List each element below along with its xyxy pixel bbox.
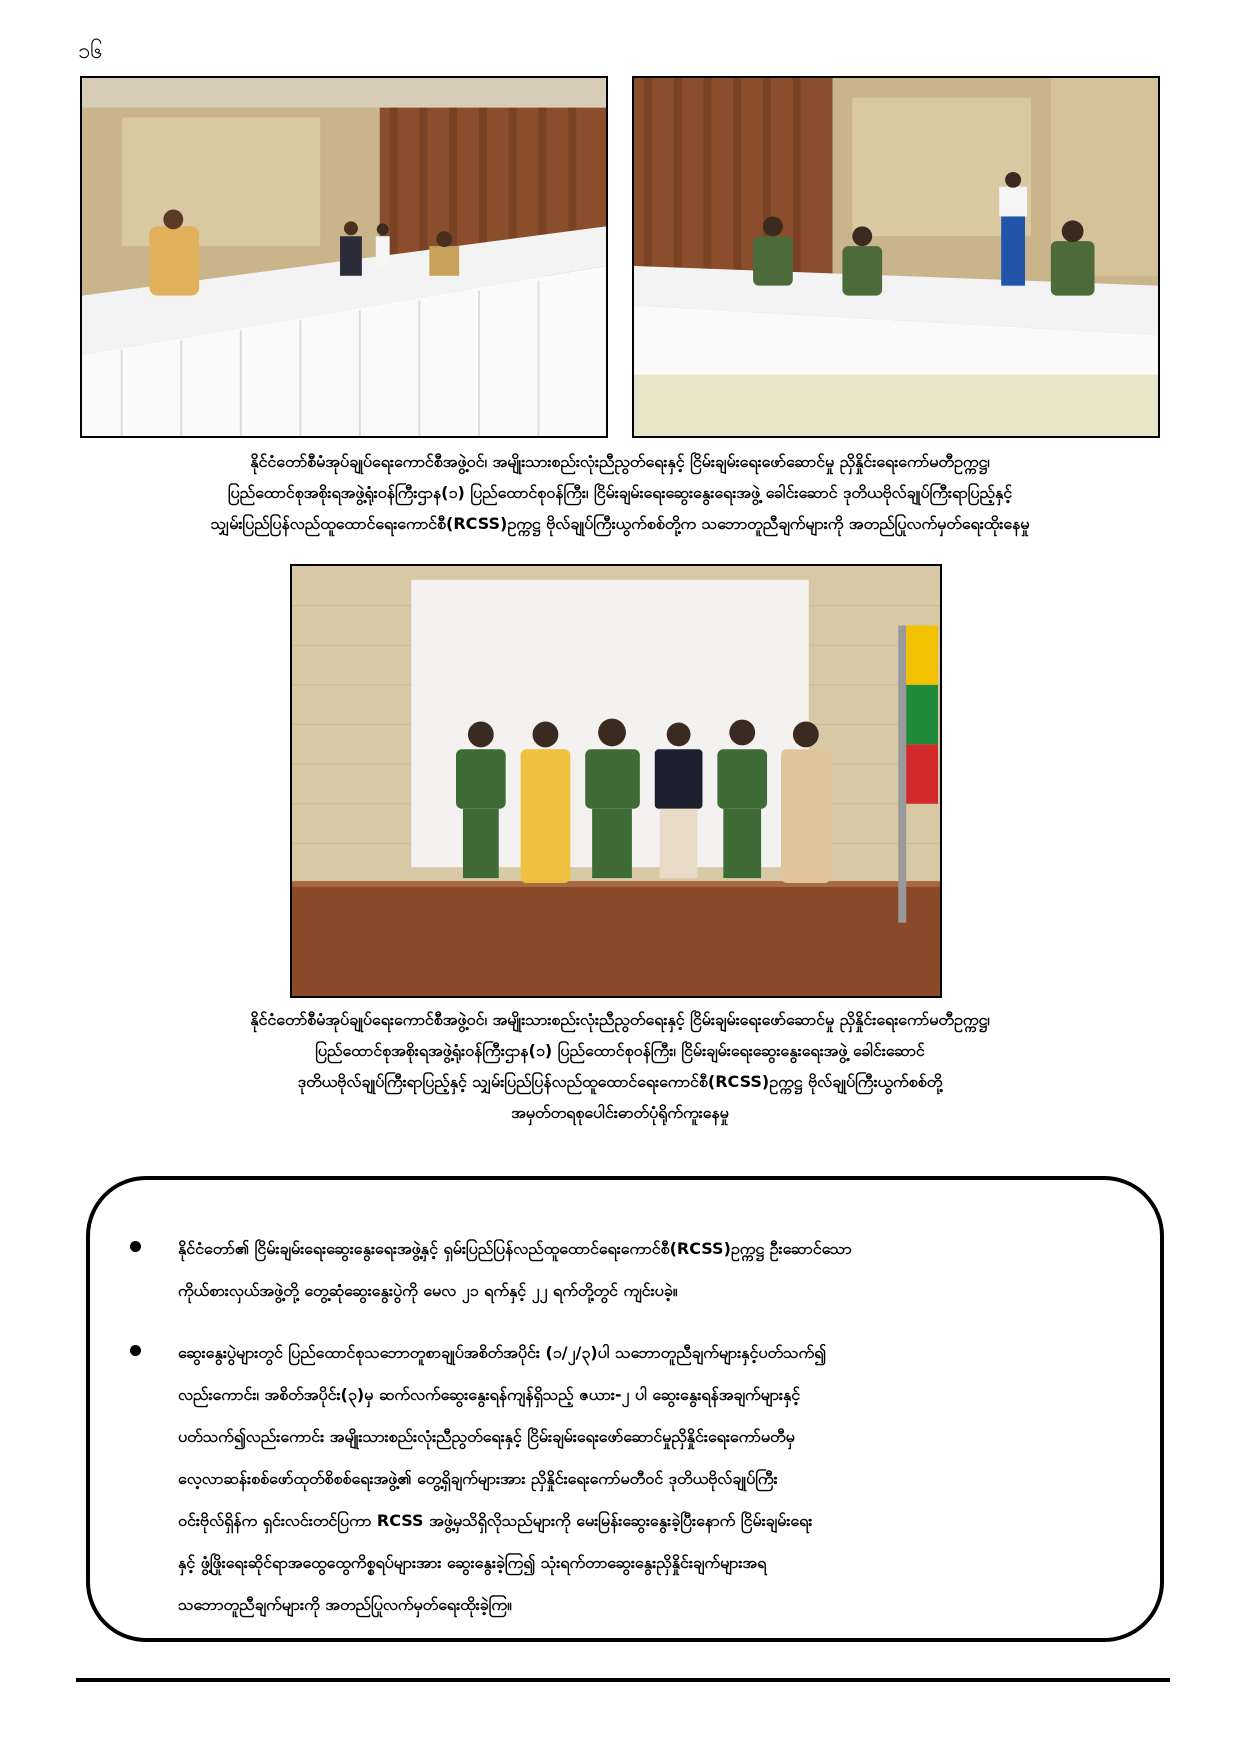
bullet-icon [130, 1345, 141, 1356]
bullet-text-line: ပတ်သက်၍လည်းကောင်း အမျိုးသားစည်းလုံးညီညွတ်ရေးနှင့် ငြိမ်းချမ်းရေးဖော်ဆောင်မှုညှိနှိုင်းရေးကော်မတီမှ [178, 1427, 795, 1446]
caption-line: သျှမ်းပြည်ပြန်လည်ထူထောင်ရေးကောင်စီ(RCSS)ဥက္ကဋ္ဌ ဗိုလ်ချုပ်ကြီးယွက်စစ်တို့က သဘောတူညီချက်များကို အတည်ပြုလက်မှတ်ရေးထိုးနေမှု [210, 514, 1030, 533]
page-number: ၁၆ [78, 39, 103, 64]
bullet-text-line: ဝင်းဗိုလ်ရှိန်က ရှင်းလင်းတင်ပြကာ RCSS အဖွဲ့မှသိရှိလိုသည်များကို မေးမြန်းဆွေးနွေးခဲ့ပြီးနောက် ငြိမ်းချမ်းရေး [178, 1511, 813, 1530]
bullet-text-line: ကိုယ်စားလှယ်အဖွဲ့တို့ တွေ့ဆုံဆွေးနွေးပွဲကို မေလ ၂၁ ရက်နှင့် ၂၂ ရက်တို့တွင် ကျင်းပခဲ့။ [178, 1281, 678, 1300]
caption-line: အမှတ်တရစုပေါင်းဓာတ်ပုံရိုက်ကူးနေမှု [511, 1103, 729, 1122]
caption-line: ဒုတိယဗိုလ်ချုပ်ကြီးရာပြည့်နှင့် သျှမ်းပြည်ပြန်လည်ထူထောင်ရေးကောင်စီ(RCSS)ဥက္ကဋ္ဌ ဗိုလ်ချုပ်ကြီးယွက်စစ်တို့ [297, 1072, 943, 1091]
bullet-text-line: နှင့် ဖွံ့ဖြိုးရေးဆိုင်ရာအထွေထွေကိစ္စရပ်များအား ဆွေးနွေးခဲ့ကြ၍ သုံးရက်တာဆွေးနွေးညှိနှိုင်းချက်များအရ [178, 1553, 767, 1572]
bullet-icon [130, 1241, 141, 1252]
bullet-text-line: လည်းကောင်း၊ အစိတ်အပိုင်း(၃)မှ ဆက်လက်ဆွေးနွေးရန်ကျန်ရှိသည့် ဇယား-၂ ပါ ဆွေးနွေးရန်အချက်များနှင့် [178, 1385, 801, 1404]
meeting-photo-right [632, 76, 1160, 438]
caption-line: ပြည်ထောင်စုအစိုးရအဖွဲ့ရုံးဝန်ကြီးဌာန(၁) ပြည်ထောင်စုဝန်ကြီး၊ ငြိမ်းချမ်းရေးဆွေးနွေးရေးအဖွဲ့ ခေါင်းဆောင် [315, 1041, 925, 1060]
bullet-text-line: နိုင်ငံတော်၏ ငြိမ်းချမ်းရေးဆွေးနွေးရေးအဖွဲ့နှင့် ရှမ်းပြည်ပြန်လည်ထူထောင်ရေးကောင်စီ(RCSS)ဥက္ကဋ္ဌ ဦးဆောင်သော [178, 1239, 852, 1258]
footer-rule [76, 1678, 1170, 1682]
top-photo-caption [80, 446, 1160, 539]
bottom-photo-caption [80, 1004, 1160, 1128]
caption-line: နိုင်ငံတော်စီမံအုပ်ချုပ်ရေးကောင်စီအဖွဲ့ဝင်၊ အမျိုးသားစည်းလုံးညီညွတ်ရေးနှင့် ငြိမ်းချမ်းရေးဖော်ဆောင်မှု ညှိနှိုင်းရေးကော်မတီဥက္ကဋ္ဌ၊ [250, 1010, 990, 1029]
bullet-text-line: လေ့လာဆန်းစစ်ဖော်ထုတ်စိစစ်ရေးအဖွဲ့၏ တွေ့ရှိချက်များအား ညှိနှိုင်းရေးကော်မတီဝင် ဒုတိယဗိုလ်ချုပ်ကြီး [178, 1469, 778, 1488]
caption-line: ပြည်ထောင်စုအစိုးရအဖွဲ့ရုံးဝန်ကြီးဌာန(၁) ပြည်ထောင်စုဝန်ကြီး၊ ငြိမ်းချမ်းရေးဆွေးနွေးရေးအဖွဲ့ ခေါင်းဆောင် ဒုတိယဗိုလ်ချုပ်ကြီးရာပြည့်နှင့် [227, 483, 1013, 502]
summary-bullet [130, 1228, 1120, 1312]
bullet-text-line: သဘောတူညီချက်များကို အတည်ပြုလက်မှတ်ရေးထိုးခဲ့ကြ။ [178, 1595, 512, 1614]
summary-bullet [130, 1332, 1120, 1626]
bullet-text-line: ဆွေးနွေးပွဲများတွင် ပြည်ထောင်စုသဘောတူစာချုပ်အစိတ်အပိုင်း (၁/၂/၃)ပါ သဘောတူညီချက်များနှင့်ပတ်သက်၍ [178, 1343, 827, 1362]
caption-line: နိုင်ငံတော်စီမံအုပ်ချုပ်ရေးကောင်စီအဖွဲ့ဝင်၊ အမျိုးသားစည်းလုံးညီညွတ်ရေးနှင့် ငြိမ်းချမ်းရေးဖော်ဆောင်မှု ညှိနှိုင်းရေးကော်မတီဥက္ကဋ္ဌ၊ [250, 452, 990, 471]
summary-box [86, 1176, 1164, 1642]
meeting-photo-left [80, 76, 608, 438]
group-photo [290, 564, 942, 998]
summary-bullet-list [130, 1228, 1120, 1646]
